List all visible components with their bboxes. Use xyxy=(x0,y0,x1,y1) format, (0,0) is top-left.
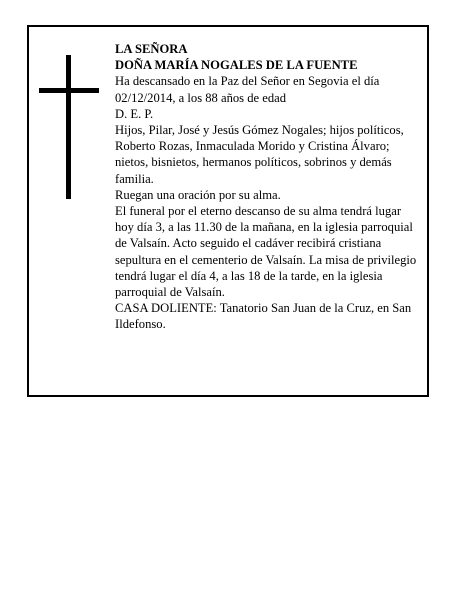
cross-icon xyxy=(39,55,99,199)
cross-horizontal-bar xyxy=(39,88,99,93)
family-list: Hijos, Pilar, José y Jesús Gómez Nogales; hijos políticos, Roberto Rozas, Inmaculada Morido y Cristina Álvaro; nietos, bisnietos, hermanos políticos, sobrinos y demás familia. xyxy=(115,123,404,186)
notice-text xyxy=(115,41,423,333)
notice-title: LA SEÑORA xyxy=(115,42,188,56)
deceased-name: DOÑA MARÍA NOGALES DE LA FUENTE xyxy=(115,58,358,73)
rip-line: D. E. P. xyxy=(115,106,154,121)
funeral-details: El funeral por el eterno descanso de su alma tendrá lugar hoy día 3, a las 11.30 de la mañana, en la iglesia parroquial de Valsaín. Acto seguido el cadáver recibirá cristiana sepultura en el cementerio de Valsaín. La misa de privilegio tendrá lugar el día 4, a las 18 de la tarde, en la iglesia parroquial de Valsaín. xyxy=(115,204,417,300)
obituary-notice xyxy=(27,25,429,397)
cross-vertical-bar xyxy=(66,55,71,199)
casa-doliente: CASA DOLIENTE: Tanatorio San Juan de la Cruz, en San Ildefonso. xyxy=(115,301,412,332)
death-announcement: Ha descansado en la Paz del Señor en Segovia el día 02/12/2014, a los 88 años de edad xyxy=(115,74,380,105)
prayer-request: Ruegan una oración por su alma. xyxy=(115,187,281,202)
